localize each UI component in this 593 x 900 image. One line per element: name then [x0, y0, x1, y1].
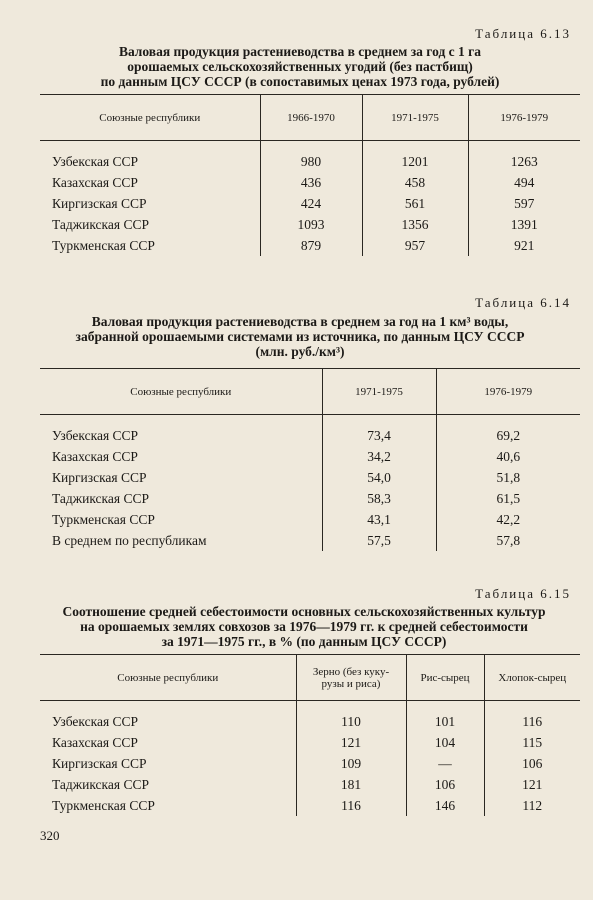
table-row [40, 415, 580, 447]
value-cell: 879 [260, 235, 362, 256]
value-cell: 58,3 [322, 488, 436, 509]
table-row [40, 193, 580, 214]
column-header: Союзные республики [40, 655, 296, 701]
republic-cell: Узбекская ССР [52, 427, 139, 443]
column-header-line: Зерно (без куку- [312, 665, 390, 678]
table-header-row [40, 369, 580, 415]
republic-cell: Киргизская ССР [52, 469, 147, 485]
table-6-15 [40, 654, 580, 816]
title-line: Соотношение средней себестоимости основных сельскохозяйственных культур [62, 604, 546, 619]
table-header-row [40, 95, 580, 141]
table-6-13-label: Таблица 6.13 [475, 26, 571, 41]
value-cell: 181 [296, 774, 406, 795]
table-row [40, 732, 580, 753]
table-6-15-label: Таблица 6.15 [475, 586, 571, 601]
value-cell: 561 [362, 193, 468, 214]
table-6-14-label: Таблица 6.14 [475, 295, 571, 310]
table-row [40, 795, 580, 816]
title-line: забранной орошаемыми системами из источника, по данным ЦСУ СССР [75, 329, 525, 344]
value-cell: 43,1 [322, 509, 436, 530]
column-header: 1971-1975 [322, 369, 436, 415]
value-cell: 109 [296, 753, 406, 774]
value-cell: 40,6 [436, 446, 580, 467]
republic-cell: Узбекская ССР [52, 153, 139, 169]
table-row [40, 172, 580, 193]
value-cell: 116 [296, 795, 406, 816]
value-cell: 57,5 [322, 530, 436, 551]
value-cell: 424 [260, 193, 362, 214]
republic-cell: Казахская ССР [52, 448, 138, 464]
table-row [40, 488, 580, 509]
value-cell: 106 [406, 774, 484, 795]
value-cell: 101 [406, 701, 484, 733]
value-cell: 115 [484, 732, 580, 753]
value-cell: 1391 [468, 214, 580, 235]
column-header: 1971-1975 [362, 95, 468, 141]
page-number: 320 [40, 828, 60, 843]
republic-cell: Туркменская ССР [52, 237, 155, 253]
republic-cell: Казахская ССР [52, 734, 138, 750]
table-row [40, 753, 580, 774]
republic-cell: В среднем по республикам [52, 532, 207, 548]
value-cell: 73,4 [322, 415, 436, 447]
value-cell: 1093 [260, 214, 362, 235]
republic-cell: Туркменская ССР [52, 797, 155, 813]
value-cell: 121 [484, 774, 580, 795]
value-cell: 1201 [362, 141, 468, 173]
table-row [40, 467, 580, 488]
value-cell: 116 [484, 701, 580, 733]
value-cell: 121 [296, 732, 406, 753]
table-row [40, 446, 580, 467]
value-cell: 146 [406, 795, 484, 816]
table-6-14-title [40, 314, 560, 359]
table-row [40, 235, 580, 256]
table-row [40, 701, 580, 733]
value-cell: 34,2 [322, 446, 436, 467]
title-line: за 1971—1975 гг., в % (по данным ЦСУ СССР) [161, 634, 447, 649]
title-line: на орошаемых землях совхозов за 1976—1979 гг. к средней себестоимости [80, 619, 528, 634]
column-header: Союзные республики [40, 95, 260, 141]
table-6-15-title [34, 604, 574, 649]
value-cell: 921 [468, 235, 580, 256]
table-6-13-title [40, 44, 560, 89]
value-cell: 51,8 [436, 467, 580, 488]
republic-cell: Киргизская ССР [52, 755, 147, 771]
value-cell: 106 [484, 753, 580, 774]
title-line: орошаемых сельскохозяйственных угодий (без пастбищ) [127, 59, 473, 74]
republic-cell: Туркменская ССР [52, 511, 155, 527]
title-line: по данным ЦСУ СССР (в сопоставимых ценах 1973 года, рублей) [100, 74, 500, 89]
value-cell: 957 [362, 235, 468, 256]
table-6-13 [40, 94, 580, 256]
value-cell: 42,2 [436, 509, 580, 530]
title-line: Валовая продукция растениеводства в среднем за год с 1 га [118, 44, 482, 59]
value-cell: 57,8 [436, 530, 580, 551]
table-6-14 [40, 368, 580, 551]
column-header [296, 655, 406, 701]
value-cell: 436 [260, 172, 362, 193]
table-row [40, 214, 580, 235]
value-cell: 110 [296, 701, 406, 733]
table-row [40, 141, 580, 173]
table-row [40, 774, 580, 795]
value-cell: — [406, 753, 484, 774]
value-cell: 61,5 [436, 488, 580, 509]
value-cell: 104 [406, 732, 484, 753]
value-cell: 54,0 [322, 467, 436, 488]
republic-cell: Таджикская ССР [52, 776, 149, 792]
column-header: Союзные республики [40, 369, 322, 415]
column-header: Рис-сырец [406, 655, 484, 701]
republic-cell: Киргизская ССР [52, 195, 147, 211]
value-cell: 69,2 [436, 415, 580, 447]
value-cell: 1356 [362, 214, 468, 235]
value-cell: 494 [468, 172, 580, 193]
republic-cell: Таджикская ССР [52, 490, 149, 506]
value-cell: 1263 [468, 141, 580, 173]
value-cell: 112 [484, 795, 580, 816]
republic-cell: Узбекская ССР [52, 713, 139, 729]
table-header-row [40, 655, 580, 701]
column-header-line: рузы и риса) [321, 677, 381, 690]
republic-cell: Казахская ССР [52, 174, 138, 190]
title-line: (млн. руб./км³) [255, 344, 345, 359]
table-row [40, 509, 580, 530]
column-header: 1976-1979 [436, 369, 580, 415]
value-cell: 458 [362, 172, 468, 193]
column-header: 1966-1970 [260, 95, 362, 141]
table-row [40, 530, 580, 551]
column-header: Хлопок-сырец [484, 655, 580, 701]
value-cell: 597 [468, 193, 580, 214]
title-line: Валовая продукция растениеводства в среднем за год на 1 км³ воды, [91, 314, 509, 329]
republic-cell: Таджикская ССР [52, 216, 149, 232]
value-cell: 980 [260, 141, 362, 173]
column-header: 1976-1979 [468, 95, 580, 141]
